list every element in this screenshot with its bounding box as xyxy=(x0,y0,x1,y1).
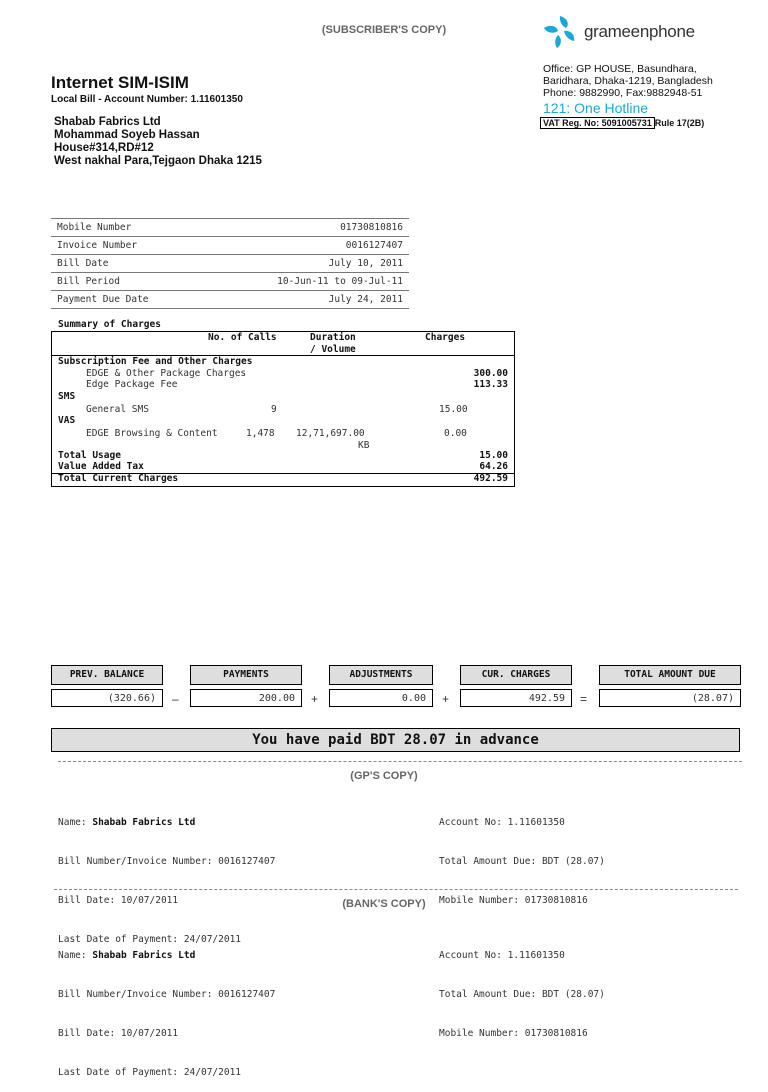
adjustments-header: ADJUSTMENTS xyxy=(329,665,433,685)
vat-registration xyxy=(540,118,704,128)
info-value: July 10, 2011 xyxy=(205,255,409,273)
prev-balance-value: (320.66) xyxy=(51,689,163,707)
last-payment-date: Last Date of Payment: 24/07/2011 xyxy=(58,1067,242,1078)
office-line: Office: GP HOUSE, Basundhara, xyxy=(543,63,697,75)
office-address xyxy=(543,63,713,99)
total-amount-due-header: TOTAL AMOUNT DUE xyxy=(599,665,741,685)
advance-payment-banner: You have paid BDT 28.07 in advance xyxy=(51,728,740,752)
info-label: Mobile Number xyxy=(51,219,205,237)
table-row xyxy=(51,255,409,273)
total-usage-value: 15.00 xyxy=(479,450,508,461)
equals-operator: = xyxy=(580,692,588,706)
vat-label: Value Added Tax xyxy=(58,461,144,472)
info-value: 01730810816 xyxy=(205,219,409,237)
bill-title: Internet SIM-ISIM xyxy=(51,73,189,92)
table-row xyxy=(51,237,409,255)
payments-header: PAYMENTS xyxy=(190,665,302,685)
grameenphone-logo-text: grameenphone xyxy=(584,22,695,41)
general-sms-calls: 9 xyxy=(271,404,277,415)
summary-label: Summary of Charges xyxy=(58,319,161,330)
table-row xyxy=(51,273,409,291)
info-value: 0016127407 xyxy=(205,237,409,255)
address-line: West nakhal Para,Tejgaon Dhaka 1215 xyxy=(54,155,262,167)
bill-date: Bill Date: 10/07/2011 xyxy=(58,895,179,906)
hotline: 121: One Hotline xyxy=(543,100,649,116)
total-usage-label: Total Usage xyxy=(58,450,121,461)
edge-pkg-value: 113.33 xyxy=(473,379,508,390)
table-row xyxy=(51,219,409,237)
payments-value: 200.00 xyxy=(190,689,302,707)
address-line: Shabab Fabrics Ltd xyxy=(54,116,161,128)
section-sms: SMS xyxy=(58,391,76,402)
customer-name: Shabab Fabrics Ltd xyxy=(92,817,196,828)
edge-pkg-label: Edge Package Fee xyxy=(86,379,178,390)
info-label: Bill Period xyxy=(51,273,205,291)
bill-info-table xyxy=(51,218,409,309)
cut-line xyxy=(54,889,738,890)
office-line: Baridhara, Dhaka-1219, Bangladesh xyxy=(543,75,713,87)
edge-browsing-unit: KB xyxy=(358,440,370,451)
cur-charges-value: 492.59 xyxy=(460,689,572,707)
prev-balance-header: PREV. BALANCE xyxy=(51,665,163,685)
bill-date: Bill Date: 10/07/2011 xyxy=(58,1028,179,1039)
section-subscription: Subscription Fee and Other Charges xyxy=(58,356,253,367)
col-header-charges: Charges xyxy=(425,332,466,343)
table-row xyxy=(51,291,409,309)
name-label: Name: xyxy=(58,817,87,828)
info-value: 10-Jun-11 to 09-Jul-11 xyxy=(205,273,409,291)
section-vas: VAS xyxy=(58,415,76,426)
col-header-volume: / Volume xyxy=(310,344,356,355)
col-header-duration: Duration xyxy=(310,332,356,343)
vat-value: 64.26 xyxy=(479,461,508,472)
gp-copy-title: (GP'S COPY) xyxy=(350,770,418,782)
info-value: July 24, 2011 xyxy=(205,291,409,309)
subscriber-copy-label: (SUBSCRIBER'S COPY) xyxy=(321,24,447,36)
mobile-number: Mobile Number: 01730810816 xyxy=(439,895,588,906)
account-number: Account No: 1.11601350 xyxy=(439,950,565,961)
cur-charges-header: CUR. CHARGES xyxy=(460,665,572,685)
col-header-calls: No. of Calls xyxy=(208,332,277,343)
bank-copy-title: (BANK'S COPY) xyxy=(342,898,426,910)
bank-copy-right xyxy=(439,923,605,1053)
customer-address xyxy=(54,116,262,168)
summary-of-charges-table xyxy=(51,331,515,487)
plus-operator: + xyxy=(442,692,450,706)
customer-name: Shabab Fabrics Ltd xyxy=(92,950,196,961)
vat-rule: Rule 17(2B) xyxy=(654,118,705,128)
vat-reg-number: VAT Reg. No: 5091005731 xyxy=(540,117,655,129)
adjustments-value: 0.00 xyxy=(329,689,433,707)
info-label: Invoice Number xyxy=(51,237,205,255)
mobile-number: Mobile Number: 01730810816 xyxy=(439,1028,588,1039)
bill-subtitle: Local Bill - Account Number: 1.11601350 xyxy=(51,94,243,105)
total-current-label: Total Current Charges xyxy=(58,473,179,484)
edge-other-value: 300.00 xyxy=(473,368,508,379)
total-amount-due: Total Amount Due: BDT (28.07) xyxy=(439,856,605,867)
edge-browsing-label: EDGE Browsing & Content xyxy=(86,428,218,439)
name-label: Name: xyxy=(58,950,87,961)
general-sms-label: General SMS xyxy=(86,404,149,415)
bank-copy-left xyxy=(58,923,275,1092)
address-line: House#314,RD#12 xyxy=(54,142,154,154)
last-payment-date: Last Date of Payment: 24/07/2011 xyxy=(58,934,242,945)
edge-browsing-volume: 12,71,697.00 xyxy=(296,428,365,439)
total-current-value: 492.59 xyxy=(473,473,508,484)
account-number: Account No: 1.11601350 xyxy=(439,817,565,828)
edge-other-label: EDGE & Other Package Charges xyxy=(86,368,247,379)
total-amount-due-value: (28.07) xyxy=(599,689,741,707)
plus-operator: + xyxy=(311,692,319,706)
bill-number: Bill Number/Invoice Number: 0016127407 xyxy=(58,856,276,867)
edge-browsing-value: 0.00 xyxy=(444,428,467,439)
bill-number: Bill Number/Invoice Number: 0016127407 xyxy=(58,989,276,1000)
info-label: Payment Due Date xyxy=(51,291,205,309)
info-label: Bill Date xyxy=(51,255,205,273)
grameenphone-logo-icon xyxy=(540,14,580,50)
office-line: Phone: 9882990, Fax:9882948-51 xyxy=(543,87,703,99)
minus-operator: – xyxy=(172,692,179,706)
cut-line xyxy=(58,761,742,762)
general-sms-value: 15.00 xyxy=(439,404,468,415)
edge-browsing-calls: 1,478 xyxy=(246,428,275,439)
total-amount-due: Total Amount Due: BDT (28.07) xyxy=(439,989,605,1000)
address-line: Mohammad Soyeb Hassan xyxy=(54,129,200,141)
